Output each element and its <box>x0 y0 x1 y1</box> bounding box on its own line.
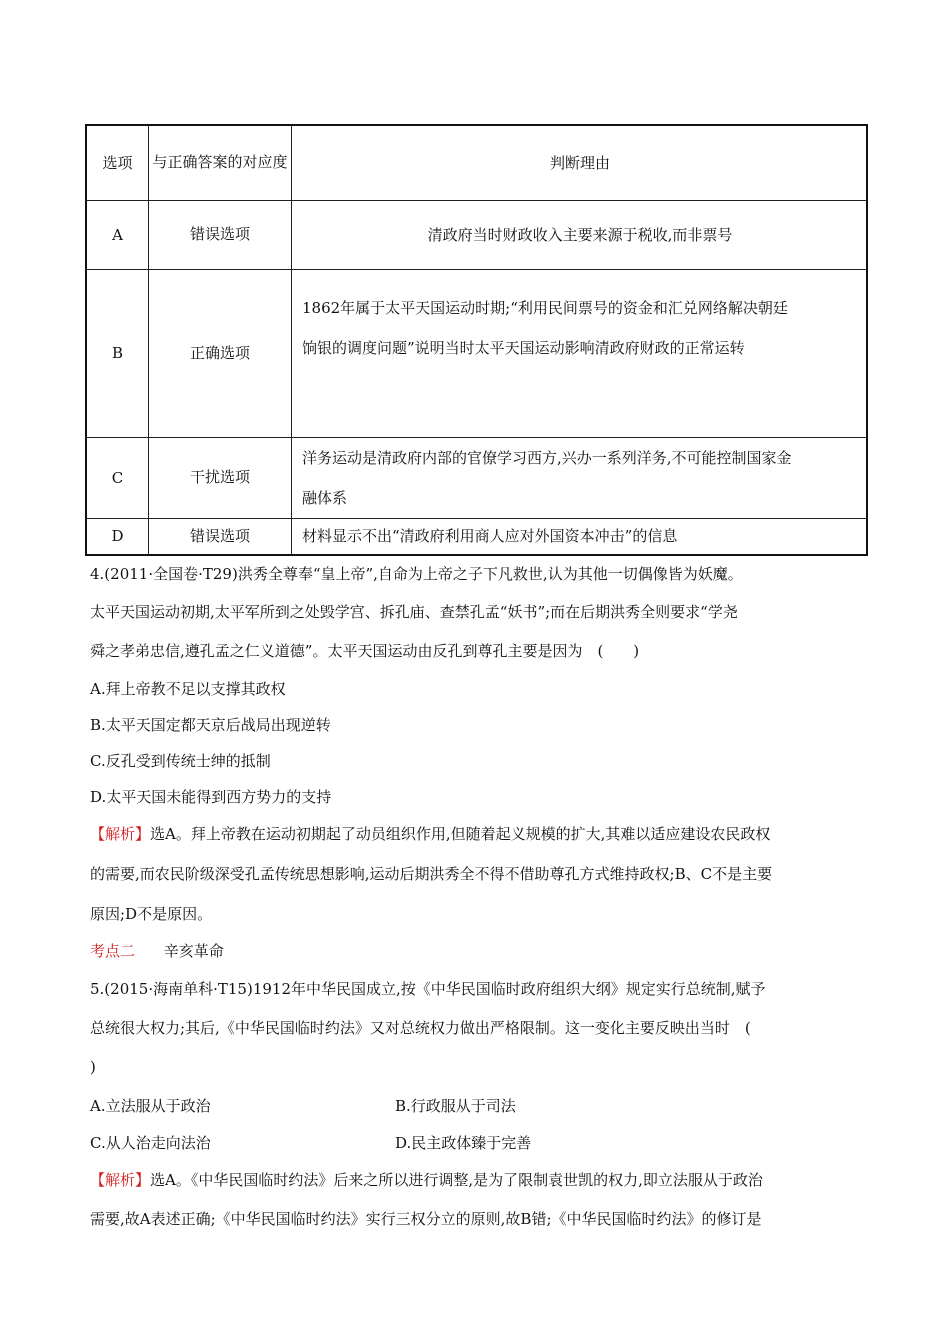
table-row <box>86 437 867 518</box>
q4-stem-line: 舜之孝弟忠信,遵孔孟之仁义道德”。太平天国运动由反孔到尊孔主要是因为 ( ) <box>90 642 640 660</box>
row-reason <box>292 437 868 518</box>
row-correspondence: 错误选项 <box>149 200 292 269</box>
topic-heading <box>90 941 862 961</box>
header-option: 选项 <box>86 125 149 200</box>
q5-analysis-line: 需要,故A表述正确;《中华民国临时约法》实行三权分立的原则,故B错;《中华民国临时约法》的修订是 <box>90 1210 762 1228</box>
row-reason: 清政府当时财政收入主要来源于税收,而非票号 <box>292 200 868 269</box>
q4-stem-line: 太平天国运动初期,太平军所到之处毁学宫、拆孔庙、查禁孔孟“妖书”;而在后期洪秀全则要求“学尧 <box>90 603 738 621</box>
q4-analysis-line <box>90 824 862 844</box>
row-correspondence: 干扰选项 <box>149 437 292 518</box>
q5-options-row <box>90 1096 862 1116</box>
q4-analysis-line: 的需要,而农民阶级深受孔孟传统思想影响,运动后期洪秀全不得不借助尊孔方式维持政权;B、C不是主要 <box>90 865 773 883</box>
row-option: B <box>86 269 149 437</box>
q5-option-b: B.行政服从于司法 <box>395 1097 516 1115</box>
q5-option-c: C.从人治走向法治 <box>90 1134 211 1152</box>
row-reason <box>292 269 868 437</box>
q5-stem-line: 5.(2015·海南单科·T15)1912年中华民国成立,按《中华民国临时政府组织大纲》规定实行总统制,赋予 <box>90 980 766 998</box>
row-correspondence: 错误选项 <box>149 518 292 555</box>
row-reason-line: 洋务运动是清政府内部的官僚学习西方,兴办一系列洋务,不可能控制国家金 <box>302 448 792 467</box>
q5-option-d: D.民主政体臻于完善 <box>395 1134 532 1152</box>
q4-option-a: A.拜上帝教不足以支撑其政权 <box>90 680 286 698</box>
topic-title: 辛亥革命 <box>163 942 224 960</box>
row-reason-line: 饷银的调度问题”说明当时太平天国运动影响清政府财政的正常运转 <box>302 338 745 357</box>
table-header-row <box>86 125 867 200</box>
row-correspondence: 正确选项 <box>149 269 292 437</box>
q5-analysis-line <box>90 1170 862 1190</box>
table-row <box>86 269 867 437</box>
q4-option-c: C.反孔受到传统士绅的抵制 <box>90 752 271 770</box>
analysis-tag: 【解析】 <box>90 825 151 843</box>
q5-stem-line: 总统很大权力;其后,《中华民国临时约法》又对总统权力做出严格限制。这一变化主要反映出当时 ( <box>90 1019 751 1037</box>
table-row <box>86 518 867 555</box>
q4-analysis-line: 原因;D不是原因。 <box>90 905 213 923</box>
analysis-tag: 【解析】 <box>90 1171 151 1189</box>
header-correspondence: 与正确答案的对应度 <box>149 125 292 200</box>
q5-options-row <box>90 1133 862 1153</box>
row-reason-line: 1862年属于太平天国运动时期;“利用民间票号的资金和汇兑网络解决朝廷 <box>302 298 788 317</box>
q4-stem-line: 4.(2011·全国卷·T29)洪秀全尊奉“皇上帝”,自命为上帝之子下凡救世,认为其他一切偶像皆为妖魔。 <box>90 565 743 583</box>
analysis-text: 选A。《中华民国临时约法》后来之所以进行调整,是为了限制袁世凯的权力,即立法服从于政治 <box>150 1171 763 1189</box>
q4-option-b: B.太平天国定都天京后战局出现逆转 <box>90 716 331 734</box>
analysis-text: 选A。拜上帝教在运动初期起了动员组织作用,但随着起义规模的扩大,其难以适应建设农民政权 <box>150 825 771 843</box>
header-reason: 判断理由 <box>292 125 868 200</box>
row-option: C <box>86 437 149 518</box>
q4-option-d: D.太平天国未能得到西方势力的支持 <box>90 788 332 806</box>
q5-option-a: A.立法服从于政治 <box>90 1097 211 1115</box>
answer-analysis-table <box>85 124 868 556</box>
row-option: A <box>86 200 149 269</box>
row-reason: 材料显示不出“清政府利用商人应对外国资本冲击”的信息 <box>292 518 868 555</box>
row-option: D <box>86 518 149 555</box>
topic-label: 考点二 <box>90 942 136 960</box>
q5-stem-line: ) <box>90 1058 96 1076</box>
row-reason-line: 融体系 <box>302 488 348 507</box>
table-row <box>86 200 867 269</box>
